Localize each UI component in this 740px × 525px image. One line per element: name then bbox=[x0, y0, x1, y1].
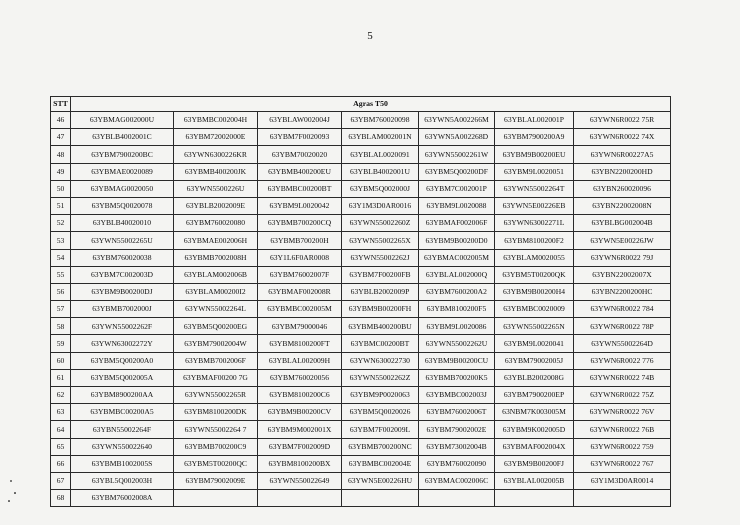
serial-code-cell: 63YBM9L0020042 bbox=[258, 197, 342, 214]
model-header: Agras T50 bbox=[71, 97, 671, 112]
table-row bbox=[51, 129, 671, 146]
row-stt: 50 bbox=[51, 180, 71, 197]
serial-code-cell: 63YBN22002008N bbox=[574, 197, 671, 214]
serial-code-cell: 63YBM9B00200EU bbox=[495, 146, 574, 163]
serial-code-cell: 63YWN55002264L bbox=[174, 301, 258, 318]
serial-code-cell: 63YWN55002261W bbox=[419, 146, 495, 163]
serial-code-cell: 63YBMC00200BT bbox=[342, 335, 419, 352]
serial-code-cell: 63YWN6R0022 75Z bbox=[574, 387, 671, 404]
serial-code-cell: 63YWN55002265R bbox=[174, 387, 258, 404]
serial-code-cell: 63YWN6R0022 74X bbox=[574, 129, 671, 146]
table-row bbox=[51, 369, 671, 386]
row-stt: 66 bbox=[51, 455, 71, 472]
serial-code-cell: 63YBM5Q00200EG bbox=[174, 318, 258, 335]
serial-code-cell: 63YBM9B00200FH bbox=[342, 301, 419, 318]
serial-code-cell: 63YWN6R0022 76V bbox=[574, 404, 671, 421]
serial-code-cell: 63YBLB2002009E bbox=[174, 197, 258, 214]
serial-code-cell: 63YWN63002271L bbox=[495, 215, 574, 232]
serial-code-cell: 63YBM9L0020041 bbox=[495, 335, 574, 352]
serial-code-cell: 63YBMAF002004X bbox=[495, 438, 574, 455]
serial-code-cell: 63YBM72002000E bbox=[174, 129, 258, 146]
serial-code-cell: 63YWN55002262J bbox=[342, 249, 419, 266]
serial-code-cell: 63YBM76002008A bbox=[71, 490, 174, 507]
serial-code-cell: 63YWN55002265U bbox=[71, 232, 174, 249]
serial-code-cell: 63YWN55002264D bbox=[574, 335, 671, 352]
serial-code-cell: 63YBM8100200FT bbox=[258, 335, 342, 352]
serial-code-cell: 63YBLAL002005B bbox=[495, 472, 574, 489]
serial-code-cell: 63YBLAL002001P bbox=[495, 112, 574, 129]
serial-code-cell: 63YBM79002002E bbox=[419, 421, 495, 438]
row-stt: 62 bbox=[51, 387, 71, 404]
table-body bbox=[51, 112, 671, 507]
row-stt: 53 bbox=[51, 232, 71, 249]
serial-code-cell: 63YBLAW002004J bbox=[258, 112, 342, 129]
table-row bbox=[51, 163, 671, 180]
table-row bbox=[51, 232, 671, 249]
serial-code-cell: 63YWN630022730 bbox=[342, 352, 419, 369]
serial-code-cell: 63YWN6R0022 79J bbox=[574, 249, 671, 266]
table-row bbox=[51, 352, 671, 369]
serial-code-cell: 63YBM5Q00200DF bbox=[419, 163, 495, 180]
serial-code-cell bbox=[174, 490, 258, 507]
serial-code-cell: 63YWN6R0022 776 bbox=[574, 352, 671, 369]
serial-code-cell: 63YBM5Q0020078 bbox=[71, 197, 174, 214]
serial-code-cell: 63YWN55002264T bbox=[495, 180, 574, 197]
serial-code-cell: 63YBM7F00200FB bbox=[342, 266, 419, 283]
serial-code-cell: 63YBM7900200A9 bbox=[495, 129, 574, 146]
serial-code-cell: 63YWN55002262Z bbox=[342, 369, 419, 386]
serial-code-cell: 63YBLAM002001N bbox=[342, 129, 419, 146]
serial-code-cell: 63YBMAF002006F bbox=[419, 215, 495, 232]
serial-code-cell: 63YBM5Q002000J bbox=[342, 180, 419, 197]
row-stt: 65 bbox=[51, 438, 71, 455]
serial-code-cell: 63YBM7F002009D bbox=[258, 438, 342, 455]
serial-code-cell: 63YBM7C002001P bbox=[419, 180, 495, 197]
serial-code-cell: 63YWN63002272Y bbox=[71, 335, 174, 352]
serial-code-cell: 63YBMB400200JK bbox=[174, 163, 258, 180]
row-stt: 68 bbox=[51, 490, 71, 507]
serial-code-cell: 63YBLB2002008G bbox=[495, 369, 574, 386]
serial-code-cell: 63YWN550022640 bbox=[71, 438, 174, 455]
table-header-row bbox=[51, 97, 671, 112]
row-stt: 47 bbox=[51, 129, 71, 146]
scan-speck bbox=[10, 480, 12, 482]
serial-code-cell: 63YBM76002006T bbox=[419, 404, 495, 421]
serial-code-cell: 63YWN55002264 7 bbox=[174, 421, 258, 438]
serial-code-cell: 63YBM8100200DK bbox=[174, 404, 258, 421]
serial-code-cell: 63YWN6R0022 784 bbox=[574, 301, 671, 318]
serial-code-cell: 63YBM9P0020063 bbox=[342, 387, 419, 404]
table-row bbox=[51, 387, 671, 404]
table-row bbox=[51, 335, 671, 352]
serial-code-cell: 63YBM7600200A2 bbox=[419, 283, 495, 300]
serial-code-cell: 63YWN55002262U bbox=[419, 335, 495, 352]
serial-code-cell: 63YBMB400200BU bbox=[342, 318, 419, 335]
serial-code-cell: 63YBM9B00200CU bbox=[419, 352, 495, 369]
serial-code-cell: 63YBN260020096 bbox=[574, 180, 671, 197]
serial-code-cell: 63Y1M3D0AR0016 bbox=[342, 197, 419, 214]
serial-code-cell: 63YBLB4002001C bbox=[71, 129, 174, 146]
serial-code-cell: 63YWN55002260Z bbox=[342, 215, 419, 232]
row-stt: 58 bbox=[51, 318, 71, 335]
serial-code-cell: 63YBLB4002001U bbox=[342, 163, 419, 180]
serial-code-cell: 63YBM73002004B bbox=[419, 438, 495, 455]
serial-code-cell: 63YWN6R0022 767 bbox=[574, 455, 671, 472]
row-stt: 67 bbox=[51, 472, 71, 489]
serial-code-cell: 63YWN55002262F bbox=[71, 318, 174, 335]
serial-code-cell: 63YBMB7002000J bbox=[71, 301, 174, 318]
table-row bbox=[51, 490, 671, 507]
serial-code-cell: 63YWN5E00226HU bbox=[342, 472, 419, 489]
table-row bbox=[51, 438, 671, 455]
serial-code-cell: 63YBM5T00200QC bbox=[174, 455, 258, 472]
serial-code-cell: 63Y1M3D0AR0014 bbox=[574, 472, 671, 489]
serial-code-cell: 63YBM5Q00200A0 bbox=[71, 352, 174, 369]
serial-code-cell: 63YBLAL0020091 bbox=[342, 146, 419, 163]
serial-code-cell: 63YBM79002005J bbox=[495, 352, 574, 369]
scan-speck bbox=[8, 500, 10, 502]
serial-code-cell: 63Y1L6F0AR0008 bbox=[258, 249, 342, 266]
serial-code-cell bbox=[342, 490, 419, 507]
table-row bbox=[51, 455, 671, 472]
serial-code-cell: 63YBM5Q0020026 bbox=[342, 404, 419, 421]
table-row bbox=[51, 266, 671, 283]
serial-code-cell: 63YBMBC0020009 bbox=[495, 301, 574, 318]
serial-code-cell: 63YBM8100200F2 bbox=[495, 232, 574, 249]
serial-code-cell: 63YBM7C002003D bbox=[71, 266, 174, 283]
serial-code-cell: 63YBM9L0020088 bbox=[419, 197, 495, 214]
serial-code-cell: 63YBL5Q002003H bbox=[71, 472, 174, 489]
serial-code-cell: 63YBMB1002005S bbox=[71, 455, 174, 472]
serial-code-cell: 63YBMB7002008H bbox=[174, 249, 258, 266]
serial-code-cell: 63YWN5E00226EB bbox=[495, 197, 574, 214]
serial-code-cell: 63YBM7900200EP bbox=[495, 387, 574, 404]
serial-code-cell: 63YBM760020098 bbox=[342, 112, 419, 129]
serial-code-cell: 63YBM7F0020093 bbox=[258, 129, 342, 146]
serial-code-cell: 63YBM9M002001X bbox=[258, 421, 342, 438]
serial-code-cell: 63YBM79000046 bbox=[258, 318, 342, 335]
serial-code-cell: 63YBLAM0020055 bbox=[495, 249, 574, 266]
table-row bbox=[51, 421, 671, 438]
row-stt: 64 bbox=[51, 421, 71, 438]
serial-code-cell: 63YBM8100200F5 bbox=[419, 301, 495, 318]
table-row bbox=[51, 215, 671, 232]
serial-code-cell: 63YBM9B00200H4 bbox=[495, 283, 574, 300]
serial-code-cell: 63YWN550022649 bbox=[258, 472, 342, 489]
row-stt: 54 bbox=[51, 249, 71, 266]
serial-code-cell: 63YBM5Q002005A bbox=[71, 369, 174, 386]
serial-code-cell: 63YBMAF00200 7G bbox=[174, 369, 258, 386]
serial-code-cell: 63YBLAM002006B bbox=[174, 266, 258, 283]
serial-code-cell: 63YBMBC00200A5 bbox=[71, 404, 174, 421]
serial-code-cell: 63YBM9B00200CV bbox=[258, 404, 342, 421]
serial-code-cell: 63YWN55002265X bbox=[342, 232, 419, 249]
serial-code-cell: 63YWN6R00227A5 bbox=[574, 146, 671, 163]
serial-code-cell bbox=[495, 490, 574, 507]
table-row bbox=[51, 318, 671, 335]
serial-code-cell: 63YBMAG0020050 bbox=[71, 180, 174, 197]
serial-code-cell: 63YBMAC002006C bbox=[419, 472, 495, 489]
serial-code-cell: 63YBN2200200HC bbox=[574, 283, 671, 300]
serial-code-cell: 63YBMB7002006F bbox=[174, 352, 258, 369]
serial-code-cell: 63YBM7900200BC bbox=[71, 146, 174, 163]
serial-code-cell: 63YBM9K002005D bbox=[495, 421, 574, 438]
serial-code-cell: 63YBMAG002000U bbox=[71, 112, 174, 129]
serial-code-cell: 63NBM7K003005M bbox=[495, 404, 574, 421]
serial-code-cell: 63YBM7F002009L bbox=[342, 421, 419, 438]
serial-code-cell: 63YWN5E00226JW bbox=[574, 232, 671, 249]
serial-code-cell: 63YBM9L0020051 bbox=[495, 163, 574, 180]
table-row bbox=[51, 404, 671, 421]
row-stt: 61 bbox=[51, 369, 71, 386]
serial-code-cell: 63YWN6R0022 76B bbox=[574, 421, 671, 438]
serial-code-cell: 63YBMBC002003J bbox=[419, 387, 495, 404]
serial-code-cell: 63YBLAL002000Q bbox=[419, 266, 495, 283]
table-row bbox=[51, 283, 671, 300]
serial-code-cell: 63YBLB40020010 bbox=[71, 215, 174, 232]
stt-header: STT bbox=[51, 97, 71, 112]
row-stt: 51 bbox=[51, 197, 71, 214]
serial-code-cell: 63YBMBC00200BT bbox=[258, 180, 342, 197]
serial-code-cell: 63YBMBC002005M bbox=[258, 301, 342, 318]
table-row bbox=[51, 112, 671, 129]
serial-code-cell: 63YWN6300226KR bbox=[174, 146, 258, 163]
serial-code-cell: 63YBM9B00200D0 bbox=[419, 232, 495, 249]
serial-code-cell: 63YBM5T00200QK bbox=[495, 266, 574, 283]
table-row bbox=[51, 249, 671, 266]
serial-code-cell: 63YBN22002007X bbox=[574, 266, 671, 283]
serial-code-cell: 63YBM70020020 bbox=[258, 146, 342, 163]
row-stt: 52 bbox=[51, 215, 71, 232]
serial-code-cell: 63YBM79002009E bbox=[174, 472, 258, 489]
row-stt: 60 bbox=[51, 352, 71, 369]
serial-code-cell: 63YBM9L0020086 bbox=[419, 318, 495, 335]
serial-code-cell: 63YWN6R0022 78P bbox=[574, 318, 671, 335]
serial-code-cell: 63YBM760020038 bbox=[71, 249, 174, 266]
row-stt: 55 bbox=[51, 266, 71, 283]
serial-code-cell: 63YBMBC002004H bbox=[174, 112, 258, 129]
serial-code-cell: 63YBLBG002004B bbox=[574, 215, 671, 232]
serial-code-cell: 63YWN5500226U bbox=[174, 180, 258, 197]
serial-code-cell: 63YBLAL002009H bbox=[258, 352, 342, 369]
serial-code-cell: 63YBM8100200C6 bbox=[258, 387, 342, 404]
serial-code-cell: 63YBLB2002009P bbox=[342, 283, 419, 300]
serial-code-cell: 63YWN5A002268D bbox=[419, 129, 495, 146]
table-row bbox=[51, 472, 671, 489]
row-stt: 56 bbox=[51, 283, 71, 300]
serial-code-cell: 63YWN6R0022 759 bbox=[574, 438, 671, 455]
serial-code-cell: 63YBMAF002008R bbox=[258, 283, 342, 300]
serial-code-cell: 63YBMAC002005M bbox=[419, 249, 495, 266]
serial-code-cell: 63YBM9B00200FJ bbox=[495, 455, 574, 472]
serial-code-cell: 63YBMAE0020089 bbox=[71, 163, 174, 180]
serial-code-cell: 63YBM760020090 bbox=[419, 455, 495, 472]
scan-speck bbox=[14, 492, 16, 494]
serial-code-cell: 63YBLAM00200I2 bbox=[174, 283, 258, 300]
page-number: 5 bbox=[367, 30, 373, 42]
serial-code-cell: 63YWN6R0022 74B bbox=[574, 369, 671, 386]
table-row bbox=[51, 180, 671, 197]
serial-code-cell: 63YBM760020080 bbox=[174, 215, 258, 232]
serial-code-cell: 63YBM79002004W bbox=[174, 335, 258, 352]
serial-code-cell: 63YBM8900200AA bbox=[71, 387, 174, 404]
serial-number-table bbox=[50, 96, 671, 507]
row-stt: 57 bbox=[51, 301, 71, 318]
serial-code-cell: 63YBM8100200BX bbox=[258, 455, 342, 472]
serial-code-cell: 63YWN55002265N bbox=[495, 318, 574, 335]
row-stt: 59 bbox=[51, 335, 71, 352]
row-stt: 48 bbox=[51, 146, 71, 163]
serial-code-cell bbox=[258, 490, 342, 507]
serial-code-cell: 63YBM9B00200DJ bbox=[71, 283, 174, 300]
row-stt: 49 bbox=[51, 163, 71, 180]
serial-code-cell: 63YBMBC002004E bbox=[342, 455, 419, 472]
serial-code-cell: 63YBMB700200C9 bbox=[174, 438, 258, 455]
serial-code-cell: 63YBMB700200CQ bbox=[258, 215, 342, 232]
serial-code-cell: 63YBMB700200K5 bbox=[419, 369, 495, 386]
table-row bbox=[51, 146, 671, 163]
serial-code-cell: 63YBMAE002006H bbox=[174, 232, 258, 249]
row-stt: 46 bbox=[51, 112, 71, 129]
row-stt: 63 bbox=[51, 404, 71, 421]
serial-code-cell: 63YBN55002264F bbox=[71, 421, 174, 438]
serial-code-cell: 63YWN6R0022 75R bbox=[574, 112, 671, 129]
serial-code-cell: 63YBM760020056 bbox=[258, 369, 342, 386]
serial-code-cell: 63YWN5A002266M bbox=[419, 112, 495, 129]
serial-code-cell: 63YBMB400200EU bbox=[258, 163, 342, 180]
serial-code-cell: 63YBMB700200H bbox=[258, 232, 342, 249]
serial-code-cell bbox=[574, 490, 671, 507]
serial-code-cell: 63YBM76002007F bbox=[258, 266, 342, 283]
table-row bbox=[51, 197, 671, 214]
table-row bbox=[51, 301, 671, 318]
serial-code-cell bbox=[419, 490, 495, 507]
serial-code-cell: 63YBMB700200NC bbox=[342, 438, 419, 455]
serial-code-cell: 63YBN2200200HD bbox=[574, 163, 671, 180]
